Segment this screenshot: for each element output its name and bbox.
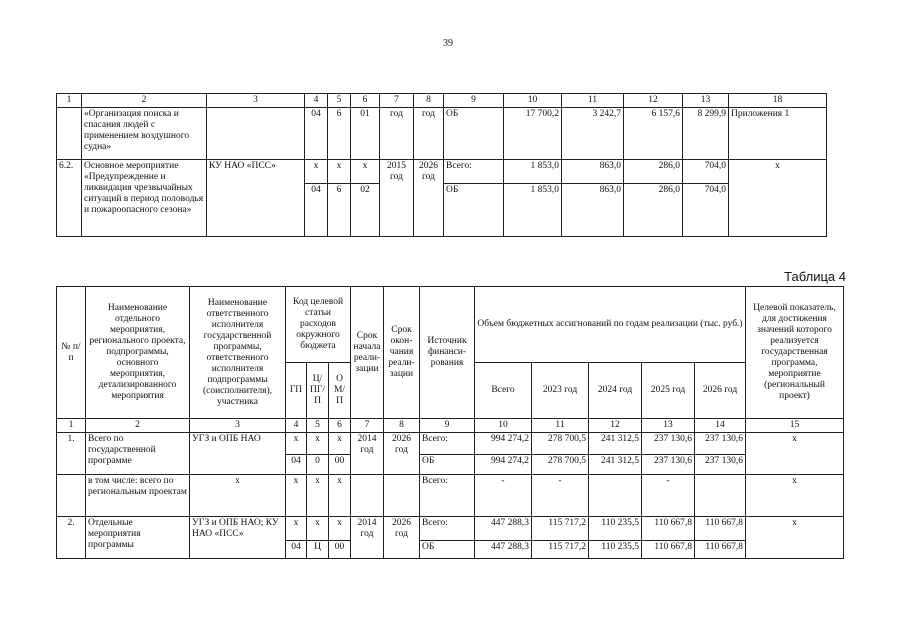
cell-2025: 110 667,8: [642, 517, 695, 541]
cell-total: 1 853,0: [504, 160, 562, 184]
table-row: [57, 108, 827, 160]
col-num: 11: [532, 419, 589, 433]
header-total: Всего: [475, 363, 532, 419]
col-num: 10: [475, 419, 532, 433]
cell-cp: 0: [307, 455, 329, 475]
cell-source: Всего:: [444, 160, 504, 184]
cell-source: ОБ: [420, 541, 475, 559]
cell-2026: 237 130,6: [695, 433, 746, 455]
table-caption: Таблица 4: [784, 269, 846, 284]
header-num: № п/п: [57, 287, 86, 419]
cell-total: 1 853,0: [504, 184, 562, 237]
col-num: 5: [307, 419, 329, 433]
cell-om: 02: [351, 184, 380, 237]
cell-cp: 6: [328, 108, 351, 160]
cell-2025: -: [642, 475, 695, 517]
table-4: [56, 286, 844, 559]
col-num: 9: [444, 94, 504, 108]
row-name: Отдельные мероприятия программы: [86, 517, 190, 559]
cell-gp: x: [286, 433, 307, 455]
cell-gp: 04: [305, 108, 328, 160]
cell-2025: 237 130,6: [642, 455, 695, 475]
cell-2024: 286,0: [624, 184, 683, 237]
table-continuation: [56, 93, 827, 237]
header-source: Источник финанси-рования: [420, 287, 475, 419]
col-num: 5: [328, 94, 351, 108]
cell-cp: x: [307, 475, 329, 517]
header-2026: 2026 год: [695, 363, 746, 419]
cell-om: x: [329, 433, 351, 455]
cell-end: [384, 475, 420, 517]
header-target: Целевой показатель, для достижения значений которого реализуется государственная программа, мероприятие (региональный проект): [746, 287, 844, 419]
col-num: 13: [642, 419, 695, 433]
col-num: 1: [57, 419, 86, 433]
cell-2023: 115 717,2: [532, 517, 589, 541]
cell-om: x: [351, 160, 380, 184]
cell-target: x: [746, 475, 844, 517]
row-executor: УГЗ и ОПБ НАО: [190, 433, 286, 475]
row-number: 6.2.: [57, 160, 82, 237]
row-name: Всего по государственной программе: [86, 433, 190, 475]
cell-start: 2015 год: [380, 160, 414, 237]
cell-end: 2026 год: [384, 517, 420, 559]
cell-target: x: [746, 517, 844, 559]
cell-2024: 241 312,5: [589, 455, 642, 475]
row-name: «Организация поиска и спасания людей с применением воздушного судна»: [82, 108, 207, 160]
col-num: 3: [190, 419, 286, 433]
col-num: 1: [57, 94, 82, 108]
col-num: 4: [286, 419, 307, 433]
row-number: 1.: [57, 433, 86, 475]
table-row: [57, 160, 827, 184]
cell-2023: 115 717,2: [532, 541, 589, 559]
cell-total: 17 700,2: [504, 108, 562, 160]
header-row: [57, 287, 844, 363]
cell-om: 00: [329, 455, 351, 475]
cell-gp: 04: [286, 455, 307, 475]
cell-cp: 6: [328, 184, 351, 237]
col-num: 7: [380, 94, 414, 108]
cell-2026: 110 667,8: [695, 517, 746, 541]
col-num: 2: [82, 94, 207, 108]
cell-cp: Ц: [307, 541, 329, 559]
cell-2023: 863,0: [562, 184, 624, 237]
cell-2023: 278 700,5: [532, 433, 589, 455]
cell-end: год: [414, 108, 444, 160]
cell-source: ОБ: [444, 108, 504, 160]
cell-gp: x: [286, 475, 307, 517]
header-gp: ГП: [286, 363, 307, 419]
cell-start: 2014 год: [351, 517, 384, 559]
header-budget: Объем бюджетных ассигнований по годам реализации (тыс. руб.): [475, 287, 746, 363]
header-om: О М/П: [329, 363, 351, 419]
col-num: 13: [683, 94, 729, 108]
row-executor: x: [190, 475, 286, 517]
col-num: 8: [414, 94, 444, 108]
cell-gp: x: [305, 160, 328, 184]
header-code: Код целевой статьи расходов окружного бюджета: [286, 287, 351, 363]
col-num: 2: [86, 419, 190, 433]
col-num: 9: [420, 419, 475, 433]
header-executor: Наименование ответственного исполнителя государственной программы, ответственного исполнителя подпрограммы (соисполнителя), участника: [190, 287, 286, 419]
header-2023: 2023 год: [532, 363, 589, 419]
page-number: 39: [443, 38, 453, 49]
cell-2024: 241 312,5: [589, 433, 642, 455]
cell-start: 2014 год: [351, 433, 384, 475]
cell-om: 00: [329, 541, 351, 559]
cell-2023: 278 700,5: [532, 455, 589, 475]
cell-target: x: [746, 433, 844, 475]
cell-total: 447 288,3: [475, 541, 532, 559]
col-num: 10: [504, 94, 562, 108]
cell-target: x: [729, 160, 827, 237]
cell-2025: 704,0: [683, 184, 729, 237]
cell-end: 2026 год: [414, 160, 444, 237]
cell-2024: [589, 475, 642, 517]
cell-end: 2026 год: [384, 433, 420, 475]
cell-cp: x: [307, 433, 329, 455]
cell-source: ОБ: [420, 455, 475, 475]
cell-gp: x: [286, 517, 307, 541]
col-num: 18: [729, 94, 827, 108]
cell-2026: [695, 475, 746, 517]
row-executor: КУ НАО «ПСС»: [207, 160, 305, 237]
cell-2025: 704,0: [683, 160, 729, 184]
header-start: Срок начала реали-зации: [351, 287, 384, 419]
cell-total: 994 274,2: [475, 455, 532, 475]
cell-cp: x: [328, 160, 351, 184]
cell-om: x: [329, 517, 351, 541]
cell-gp: 04: [286, 541, 307, 559]
col-num: 7: [351, 419, 384, 433]
row-name: в том числе: всего по региональным проектам: [86, 475, 190, 517]
header-name: Наименование отдельного мероприятия, регионального проекта, подпрограммы, основного мероприятия, детализированного мероприятия: [86, 287, 190, 419]
column-number-row: [57, 419, 844, 433]
row-number: [57, 475, 86, 517]
cell-2026: 237 130,6: [695, 455, 746, 475]
cell-2024: 110 235,5: [589, 541, 642, 559]
col-num: 8: [384, 419, 420, 433]
cell-source: Всего:: [420, 517, 475, 541]
cell-om: 01: [351, 108, 380, 160]
table-row: [57, 433, 844, 455]
cell-total: 447 288,3: [475, 517, 532, 541]
cell-target: Приложения 1: [729, 108, 827, 160]
cell-2024: 6 157,6: [624, 108, 683, 160]
cell-total: -: [475, 475, 532, 517]
row-number: 2.: [57, 517, 86, 559]
cell-source: ОБ: [444, 184, 504, 237]
table-row: [57, 517, 844, 541]
col-num: 4: [305, 94, 328, 108]
col-num: 12: [589, 419, 642, 433]
col-num: 12: [624, 94, 683, 108]
cell-2026: 110 667,8: [695, 541, 746, 559]
header-cp: Ц/ПГ/П: [307, 363, 329, 419]
table-row: [57, 475, 844, 517]
col-num: 6: [329, 419, 351, 433]
cell-source: Всего:: [420, 475, 475, 517]
cell-cp: x: [307, 517, 329, 541]
cell-2023: 863,0: [562, 160, 624, 184]
cell-2023: 3 242,7: [562, 108, 624, 160]
cell-2025: 110 667,8: [642, 541, 695, 559]
col-num: 15: [746, 419, 844, 433]
row-name: Основное мероприятие «Предупреждение и ликвидация чрезвычайных ситуаций в период половодья и пожароопасного сезона»: [82, 160, 207, 237]
header-2025: 2025 год: [642, 363, 695, 419]
cell-2024: 286,0: [624, 160, 683, 184]
col-num: 6: [351, 94, 380, 108]
header-end: Срок окон-чания реали-зации: [384, 287, 420, 419]
header-2024: 2024 год: [589, 363, 642, 419]
row-executor: УГЗ и ОПБ НАО; КУ НАО «ПСС»: [190, 517, 286, 559]
cell-2024: 110 235,5: [589, 517, 642, 541]
cell-start: [351, 475, 384, 517]
cell-total: 994 274,2: [475, 433, 532, 455]
col-num: 11: [562, 94, 624, 108]
column-number-row: [57, 94, 827, 108]
cell-2025: 237 130,6: [642, 433, 695, 455]
col-num: 3: [207, 94, 305, 108]
cell-2025: 8 299,9: [683, 108, 729, 160]
cell-start: год: [380, 108, 414, 160]
cell-2023: -: [532, 475, 589, 517]
cell-gp: 04: [305, 184, 328, 237]
cell-source: Всего:: [420, 433, 475, 455]
col-num: 14: [695, 419, 746, 433]
cell-om: x: [329, 475, 351, 517]
